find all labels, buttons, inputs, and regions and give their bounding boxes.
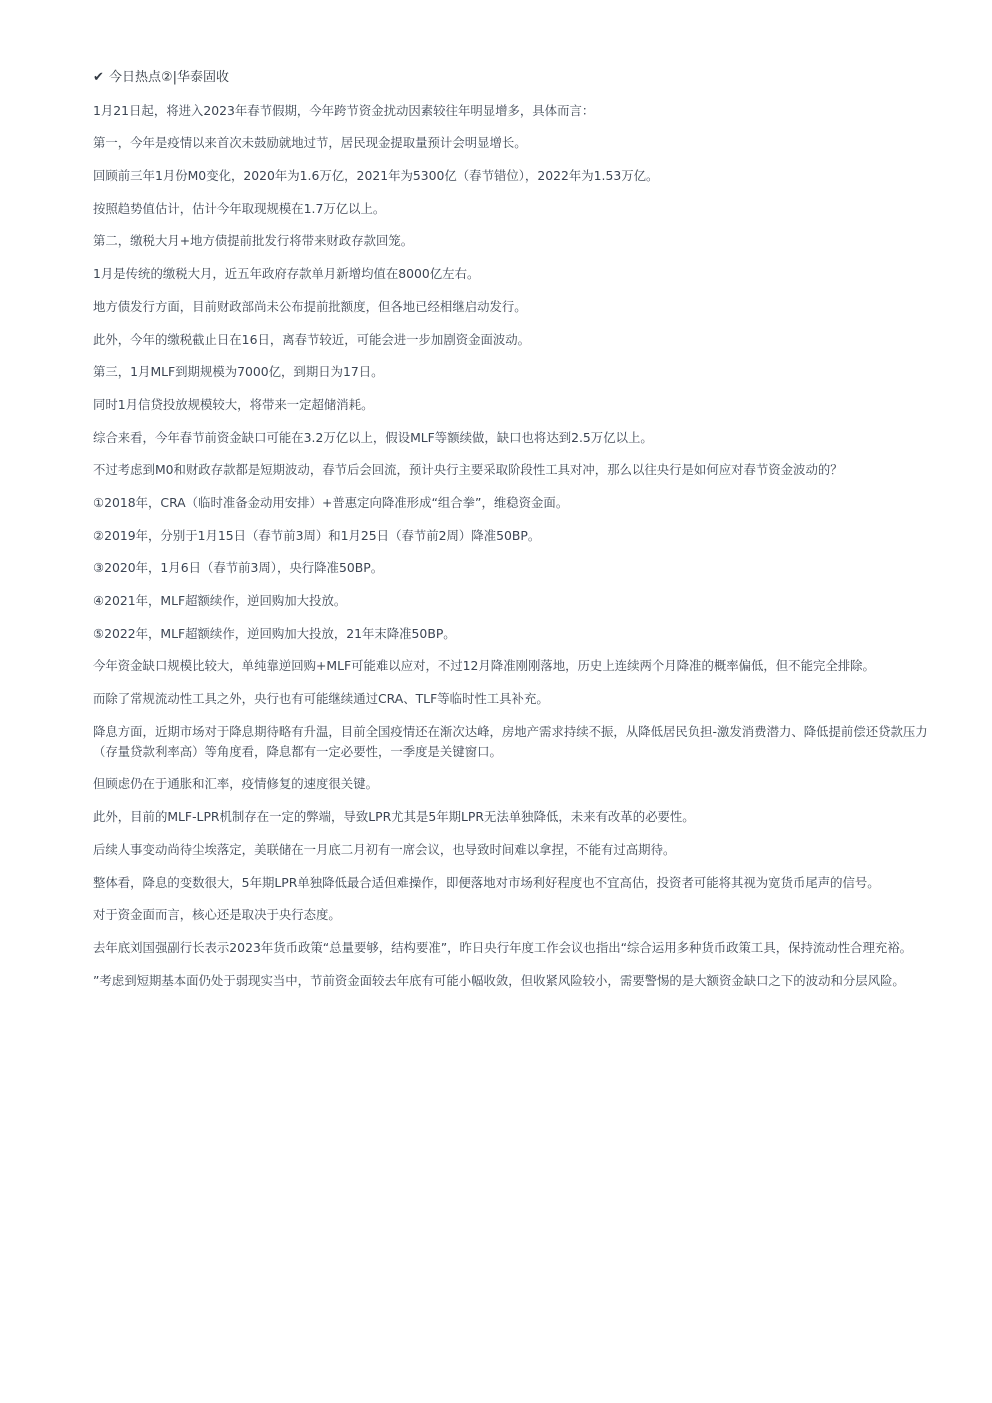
paragraph: 按照趋势值估计，估计今年取现规模在1.7万亿以上。 bbox=[93, 200, 386, 216]
paragraph: 后续人事变动尚待尘埃落定，美联储在一月底二月初有一席会议，也导致时间难以拿捏，不能有过高期待。 bbox=[93, 841, 676, 857]
paragraph: 同时1月信贷投放规模较大，将带来一定超储消耗。 bbox=[93, 396, 374, 412]
paragraph: 不过考虑到M0和财政存款都是短期波动，春节后会回流，预计央行主要采取阶段性工具对冲，那么以往央行是如何应对春节资金波动的？ bbox=[93, 462, 843, 478]
paragraph: ⑤2022年，MLF超额续作，逆回购加大投放，21年末降准50BP。 bbox=[93, 625, 456, 641]
paragraph: 去年底刘国强副行长表示2023年货币政策“总量要够，结构要准”，昨日央行年度工作会议也指出“综合运用多种货币政策工具，保持流动性合理充裕。 bbox=[93, 939, 913, 955]
paragraph: 而除了常规流动性工具之外，央行也有可能继续通过CRA、TLF等临时性工具补充。 bbox=[93, 691, 549, 707]
paragraph: 对于资金面而言，核心还是取决于央行态度。 bbox=[93, 907, 341, 923]
paragraph: ③2020年，1月6日（春节前3周），央行降准50BP。 bbox=[93, 560, 384, 576]
paragraph: 降息方面，近期市场对于降息期待略有升温，目前全国疫情还在渐次达峰，房地产需求持续不振，从降低居民负担-激发消费潜力、降低提前偿还贷款压力（存量贷款利率高）等角度看，降息都有一定必要性，一季度是关键窗口。 bbox=[93, 723, 928, 759]
document-body bbox=[93, 68, 939, 1003]
paragraph: 第二，缴税大月+地方债提前批发行将带来财政存款回笼。 bbox=[93, 233, 414, 249]
paragraph: ②2019年，分别于1月15日（春节前3周）和1月25日（春节前2周）降准50BP。 bbox=[93, 527, 541, 543]
paragraph: 整体看，降息的变数很大，5年期LPR单独降低最合适但难操作，即便落地对市场利好程度也不宜高估，投资者可能将其视为宽货币尾声的信号。 bbox=[93, 874, 880, 890]
checkmark-icon: ✔ bbox=[93, 70, 104, 85]
paragraph: 1月21日起，将进入2023年春节假期，今年跨节资金扰动因素较往年明显增多，具体而言： bbox=[93, 102, 595, 118]
paragraph: 1月是传统的缴税大月，近五年政府存款单月新增均值在8000亿左右。 bbox=[93, 266, 480, 282]
paragraph: 地方债发行方面，目前财政部尚未公布提前批额度，但各地已经相继启动发行。 bbox=[93, 298, 527, 314]
paragraph: 今年资金缺口规模比较大，单纯靠逆回购+MLF可能难以应对，不过12月降准刚刚落地，历史上连续两个月降准的概率偏低，但不能完全排除。 bbox=[93, 658, 875, 674]
paragraph: ①2018年，CRA（临时准备金动用安排）+普惠定向降准形成“组合拳”，维稳资金面。 bbox=[93, 494, 569, 510]
paragraph: ”考虑到短期基本面仍处于弱现实当中，节前资金面较去年底有可能小幅收敛，但收紧风险较小，需要警惕的是大额资金缺口之下的波动和分层风险。 bbox=[93, 972, 905, 988]
paragraph: 此外，今年的缴税截止日在16日，离春节较近，可能会进一步加剧资金面波动。 bbox=[93, 331, 531, 347]
paragraph: 综合来看，今年春节前资金缺口可能在3.2万亿以上，假设MLF等额续做，缺口也将达到2.5万亿以上。 bbox=[93, 429, 653, 445]
paragraph: 第三，1月MLF到期规模为7000亿，到期日为17日。 bbox=[93, 364, 384, 380]
article-title: 今日热点②|华泰固收 bbox=[109, 70, 230, 85]
paragraph: 此外，目前的MLF-LPR机制存在一定的弊端，导致LPR尤其是5年期LPR无法单独降低，未来有改革的必要性。 bbox=[93, 809, 695, 825]
paragraph: 第一，今年是疫情以来首次未鼓励就地过节，居民现金提取量预计会明显增长。 bbox=[93, 135, 527, 151]
article-heading bbox=[93, 68, 939, 88]
paragraph: ④2021年，MLF超额续作，逆回购加大投放。 bbox=[93, 593, 347, 608]
paragraph: 回顾前三年1月份M0变化，2020年为1.6万亿，2021年为5300亿（春节错位），2022年为1.53万亿。 bbox=[93, 168, 659, 184]
paragraph: 但顾虑仍在于通胀和汇率，疫情修复的速度很关键。 bbox=[93, 776, 378, 792]
